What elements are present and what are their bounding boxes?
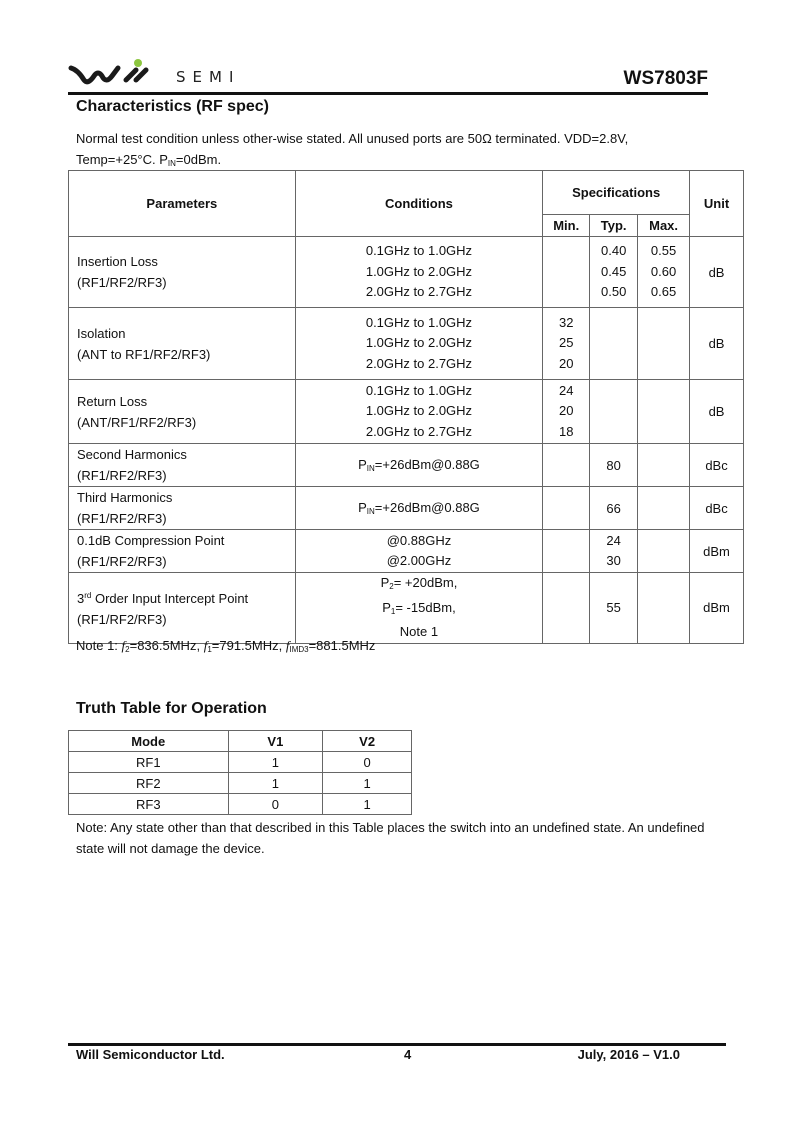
- will-logo-icon: [68, 58, 178, 88]
- text: 3: [77, 591, 85, 607]
- min-value: 18: [558, 423, 574, 439]
- condition: 2.0GHz to 2.7GHz: [365, 284, 473, 300]
- text: =+26dBm@0.88G: [374, 457, 480, 472]
- param-name: Third Harmonics: [77, 490, 173, 505]
- condition: 1.0GHz to 2.0GHz: [365, 263, 473, 279]
- note-1: [76, 638, 375, 654]
- min-value: 20: [558, 355, 574, 371]
- max-cell: [638, 530, 690, 573]
- unit-cell: dBc: [690, 444, 744, 487]
- text: =881.5MHz: [308, 638, 376, 653]
- min-cell: [543, 487, 590, 530]
- text: f: [285, 638, 290, 653]
- text: =+26dBm@0.88G: [374, 500, 480, 515]
- text: = -15dBm,: [395, 599, 456, 615]
- param-cell: [69, 530, 296, 573]
- param-name: Return Loss: [77, 393, 148, 409]
- subscript: IN: [366, 507, 375, 516]
- text: f: [121, 638, 126, 653]
- param-cell: [69, 444, 296, 487]
- param-name: Isolation: [77, 325, 126, 341]
- subscript: 2: [125, 645, 130, 654]
- table-row: [69, 444, 744, 487]
- min-cell: [543, 444, 590, 487]
- condition: 1.0GHz to 2.0GHz: [365, 335, 473, 351]
- logo-text: SEMI: [176, 68, 241, 86]
- header-conditions: Conditions: [295, 171, 543, 237]
- max-cell: [638, 308, 690, 380]
- unit-cell: dBm: [690, 573, 744, 644]
- header-v2: V2: [323, 731, 412, 752]
- page-number: 4: [404, 1047, 412, 1062]
- condition: 2.0GHz to 2.7GHz: [365, 423, 473, 439]
- will-semi-logo: [68, 58, 258, 88]
- param-ports: (ANT/RF1/RF2/RF3): [77, 414, 197, 430]
- text: Order Input Intercept Point: [91, 591, 249, 607]
- text: P: [382, 599, 391, 615]
- v2-cell: 0: [323, 752, 412, 773]
- conditions-cell: [295, 530, 543, 573]
- max-value: 0.65: [650, 284, 677, 300]
- param-cell: [69, 380, 296, 444]
- typ-cell: 66: [590, 487, 638, 530]
- max-value: 0.60: [650, 263, 677, 279]
- param-ports: (RF1/RF2/RF3): [77, 275, 167, 290]
- mode-cell: RF2: [69, 773, 229, 794]
- typ-cell: 80: [590, 444, 638, 487]
- logo-dot: [134, 59, 142, 67]
- truth-table-note: [76, 817, 726, 859]
- param-name: Insertion Loss: [77, 254, 158, 269]
- text: =836.5MHz,: [129, 638, 204, 653]
- typ-cell: 55: [590, 573, 638, 644]
- condition: @0.88GHz: [386, 532, 452, 548]
- unit-cell: dBc: [690, 487, 744, 530]
- text: P: [358, 457, 367, 472]
- min-cell: [543, 308, 590, 380]
- v1-cell: 0: [228, 794, 323, 815]
- typ-cell: [590, 308, 638, 380]
- subscript: IN: [366, 464, 375, 473]
- condition: @2.00GHz: [386, 553, 452, 568]
- text: Temp=+25°C. P: [76, 152, 168, 167]
- unit-cell: dB: [690, 380, 744, 444]
- unit-cell: dBm: [690, 530, 744, 573]
- subscript: 1: [390, 606, 396, 616]
- unit-cell: dB: [690, 308, 744, 380]
- param-cell: [69, 308, 296, 380]
- subscript: IN: [167, 159, 176, 168]
- rf-section-title: Characteristics (RF spec): [76, 98, 269, 115]
- param-name: Second Harmonics: [77, 447, 187, 462]
- typ-cell: [590, 237, 638, 308]
- param-cell: [69, 237, 296, 308]
- typ-cell: [590, 530, 638, 573]
- condition: 0.1GHz to 1.0GHz: [365, 243, 473, 259]
- table-row: [69, 530, 744, 573]
- min-value: 32: [558, 314, 574, 330]
- table-header-row: [69, 171, 744, 215]
- header-max: Max.: [638, 215, 690, 237]
- condition: 0.1GHz to 1.0GHz: [365, 314, 473, 330]
- max-cell: [638, 573, 690, 644]
- text: P: [380, 575, 390, 590]
- unit-cell: dB: [690, 237, 744, 308]
- subscript: IMD3: [289, 645, 309, 654]
- subscript: 2: [389, 582, 394, 591]
- text: = +20dBm,: [393, 575, 458, 590]
- truth-table: [68, 730, 412, 815]
- truth-table-title: Truth Table for Operation: [76, 700, 267, 717]
- text: P: [358, 500, 367, 515]
- truth-table-header-row: [69, 731, 412, 752]
- subscript: 1: [207, 645, 212, 654]
- header-unit: Unit: [690, 171, 744, 237]
- table-row: [69, 237, 744, 308]
- note-line: Note: Any state other than that described in this Table places the switch into an undefined state. An undefined: [76, 820, 705, 835]
- table-row: [69, 380, 744, 444]
- footer-divider: [68, 1043, 726, 1046]
- conditions-cell: [295, 380, 543, 444]
- test-conditions-text: [76, 128, 724, 174]
- max-value: 0.55: [650, 243, 677, 259]
- min-value: 24: [558, 382, 574, 398]
- typ-cell: [590, 380, 638, 444]
- table-row: [69, 573, 744, 644]
- company-name: Will Semiconductor Ltd.: [76, 1047, 225, 1062]
- max-cell: [638, 380, 690, 444]
- v2-cell: 1: [323, 794, 412, 815]
- v1-cell: 1: [228, 773, 323, 794]
- param-ports: (RF1/RF2/RF3): [77, 612, 167, 628]
- mode-cell: RF3: [69, 794, 229, 815]
- typ-value: 30: [606, 553, 621, 568]
- superscript: rd: [84, 591, 92, 601]
- conditions-cell: [295, 308, 543, 380]
- condition: 2.0GHz to 2.7GHz: [365, 355, 473, 371]
- condition: [296, 598, 543, 623]
- header-specifications: Specifications: [543, 171, 690, 215]
- conditions-cell: [295, 573, 543, 644]
- param-ports: (RF1/RF2/RF3): [77, 554, 167, 569]
- header-parameters: Parameters: [69, 171, 296, 237]
- table-row: [69, 752, 412, 773]
- header-mode: Mode: [69, 731, 229, 752]
- min-cell: [543, 237, 590, 308]
- min-value: 25: [558, 335, 574, 351]
- param-ports: (ANT to RF1/RF2/RF3): [77, 346, 211, 362]
- v1-cell: 1: [228, 752, 323, 773]
- typ-value: 0.45: [601, 263, 627, 279]
- note-line: state will not damage the device.: [76, 841, 265, 856]
- max-cell: [638, 444, 690, 487]
- param-name: [77, 585, 295, 609]
- max-cell: [638, 487, 690, 530]
- text: =791.5MHz,: [211, 638, 286, 653]
- condition: 1.0GHz to 2.0GHz: [365, 403, 473, 419]
- table-row: [69, 773, 412, 794]
- typ-value: 0.50: [601, 284, 627, 300]
- mode-cell: RF1: [69, 752, 229, 773]
- text: =0dBm.: [175, 152, 222, 167]
- conditions-cell: [295, 444, 543, 487]
- condition: 0.1GHz to 1.0GHz: [365, 382, 473, 398]
- rf-spec-table: [68, 170, 744, 644]
- v2-cell: 1: [323, 773, 412, 794]
- test-conditions-line1: Normal test condition unless other-wise stated. All unused ports are 50Ω terminated. VDD=2.8V,: [76, 131, 629, 146]
- max-cell: [638, 237, 690, 308]
- param-ports: (RF1/RF2/RF3): [77, 468, 167, 483]
- param-cell: [69, 573, 296, 644]
- min-cell: [543, 530, 590, 573]
- header-min: Min.: [543, 215, 590, 237]
- date-version: July, 2016 – V1.0: [577, 1047, 680, 1062]
- conditions-cell: [295, 487, 543, 530]
- page-header: [68, 58, 708, 94]
- param-name: 0.1dB Compression Point: [77, 533, 225, 548]
- min-cell: [543, 573, 590, 644]
- note-label: Note 1:: [76, 638, 122, 653]
- text: f: [203, 638, 208, 653]
- header-divider: [68, 92, 708, 95]
- param-ports: (RF1/RF2/RF3): [77, 511, 167, 526]
- param-cell: [69, 487, 296, 530]
- table-row: [69, 487, 744, 530]
- condition: [296, 573, 543, 598]
- condition: Note 1: [399, 624, 439, 639]
- min-cell: [543, 380, 590, 444]
- header-v1: V1: [228, 731, 323, 752]
- table-row: [69, 794, 412, 815]
- conditions-cell: [295, 237, 543, 308]
- table-row: [69, 308, 744, 380]
- header-typ: Typ.: [590, 215, 638, 237]
- typ-value: 0.40: [601, 243, 627, 259]
- part-number: WS7803F: [623, 68, 708, 89]
- typ-value: 24: [606, 532, 621, 548]
- min-value: 20: [558, 403, 574, 419]
